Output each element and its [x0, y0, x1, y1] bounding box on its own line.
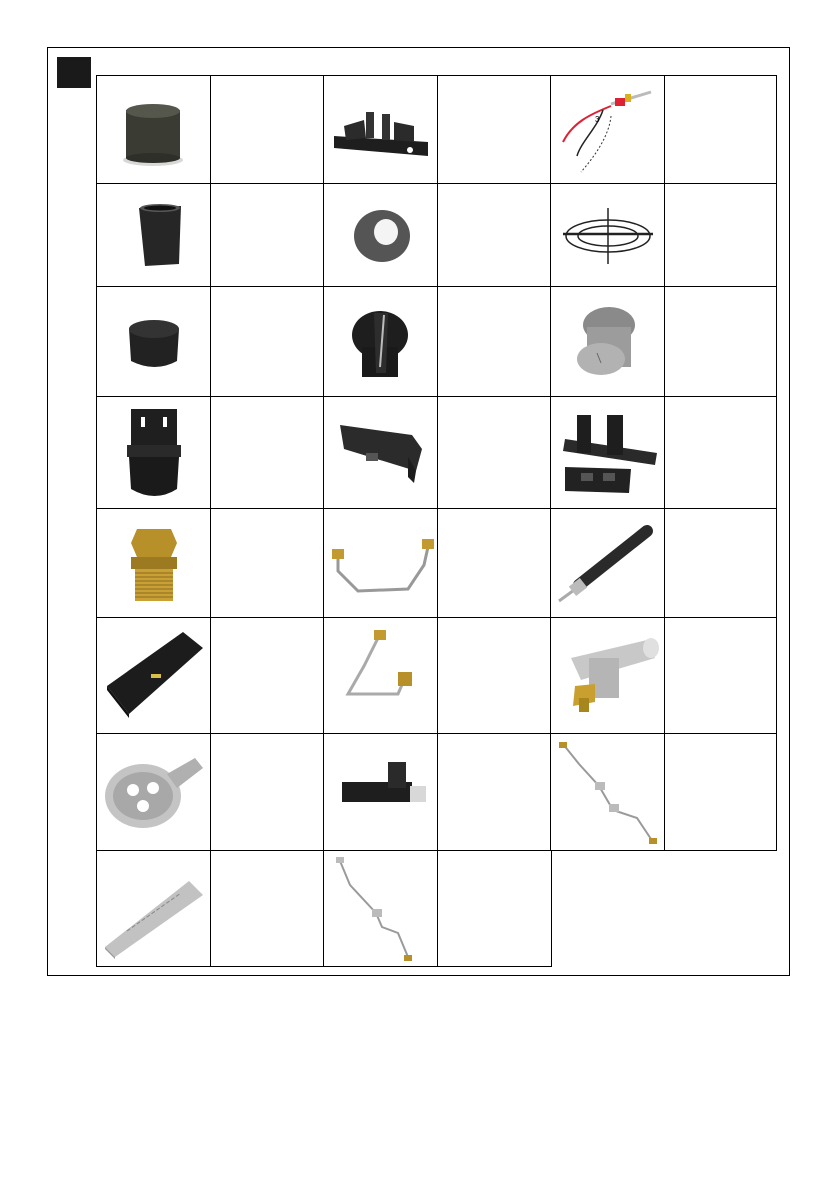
part-14-image-cell	[323, 508, 438, 618]
heat-shield-plate-icon	[97, 851, 210, 966]
part-17-number-cell	[437, 617, 552, 734]
part-19-number-cell	[210, 733, 325, 851]
part-16-image-cell	[96, 617, 211, 734]
part-9-image-cell	[550, 286, 665, 397]
igniter-wire-harness-icon	[551, 76, 664, 183]
part-9-number-cell	[664, 286, 777, 397]
part-7-image-cell	[96, 286, 211, 397]
part-10-image-cell	[96, 396, 211, 509]
burner-icon	[97, 734, 210, 850]
electrode-icon	[551, 509, 664, 617]
part-11-image-cell	[323, 396, 438, 509]
control-knob-icon	[324, 287, 437, 396]
part-7-number-cell	[210, 286, 325, 397]
part-19-image-cell	[96, 733, 211, 851]
part-20-number-cell	[437, 733, 552, 851]
brass-fitting-icon	[97, 509, 210, 617]
hinge-bracket-icon	[97, 397, 210, 508]
knob-bezel-icon	[551, 287, 664, 396]
wire-grate-ring-icon	[551, 184, 664, 286]
part-2-image-cell	[323, 75, 438, 184]
gas-manifold-icon	[551, 734, 664, 850]
part-18-number-cell	[664, 617, 777, 734]
part-15-image-cell	[550, 508, 665, 618]
part-3-image-cell	[550, 75, 665, 184]
part-5-image-cell	[323, 183, 438, 287]
part-18-image-cell	[550, 617, 665, 734]
ring-grommet-icon	[324, 184, 437, 286]
part-2-number-cell	[437, 75, 552, 184]
part-1-number-cell	[210, 75, 325, 184]
part-23-image-cell	[323, 850, 438, 967]
part-15-number-cell	[664, 508, 777, 618]
part-20-image-cell	[323, 733, 438, 851]
part-21-image-cell	[550, 733, 665, 851]
part-22-image-cell	[96, 850, 211, 967]
part-6-image-cell	[550, 183, 665, 287]
part-8-image-cell	[323, 286, 438, 397]
part-4-image-cell	[96, 183, 211, 287]
gas-manifold-long-icon	[324, 851, 437, 966]
part-3-number-cell	[664, 75, 777, 184]
oval-foot-cap-icon	[97, 287, 210, 396]
gas-valve-icon	[551, 618, 664, 733]
rectangular-cap-icon	[97, 184, 210, 286]
part-22-number-cell	[210, 850, 325, 967]
part-14-number-cell	[437, 508, 552, 618]
svg-text:3: 3	[595, 115, 600, 124]
ignition-module-icon	[324, 734, 437, 850]
battery-box-icon	[97, 618, 210, 733]
bent-gas-tube-icon	[324, 618, 437, 733]
part-13-number-cell	[210, 508, 325, 618]
part-12-image-cell	[550, 396, 665, 509]
part-17-image-cell	[323, 617, 438, 734]
cylinder-foot-icon	[97, 76, 210, 183]
part-5-number-cell	[437, 183, 552, 287]
part-4-number-cell	[210, 183, 325, 287]
part-8-number-cell	[437, 286, 552, 397]
section-badge	[57, 57, 91, 88]
bracket-holder-icon	[324, 76, 437, 183]
part-13-image-cell	[96, 508, 211, 618]
part-21-number-cell	[664, 733, 777, 851]
part-11-number-cell	[437, 396, 552, 509]
part-10-number-cell	[210, 396, 325, 509]
part-6-number-cell	[664, 183, 777, 287]
gas-tube-icon	[324, 509, 437, 617]
part-1-image-cell	[96, 75, 211, 184]
part-12-number-cell	[664, 396, 777, 509]
support-bracket-icon	[551, 397, 664, 508]
part-23-number-cell	[437, 850, 552, 967]
side-panel-bracket-icon	[324, 397, 437, 508]
part-16-number-cell	[210, 617, 325, 734]
